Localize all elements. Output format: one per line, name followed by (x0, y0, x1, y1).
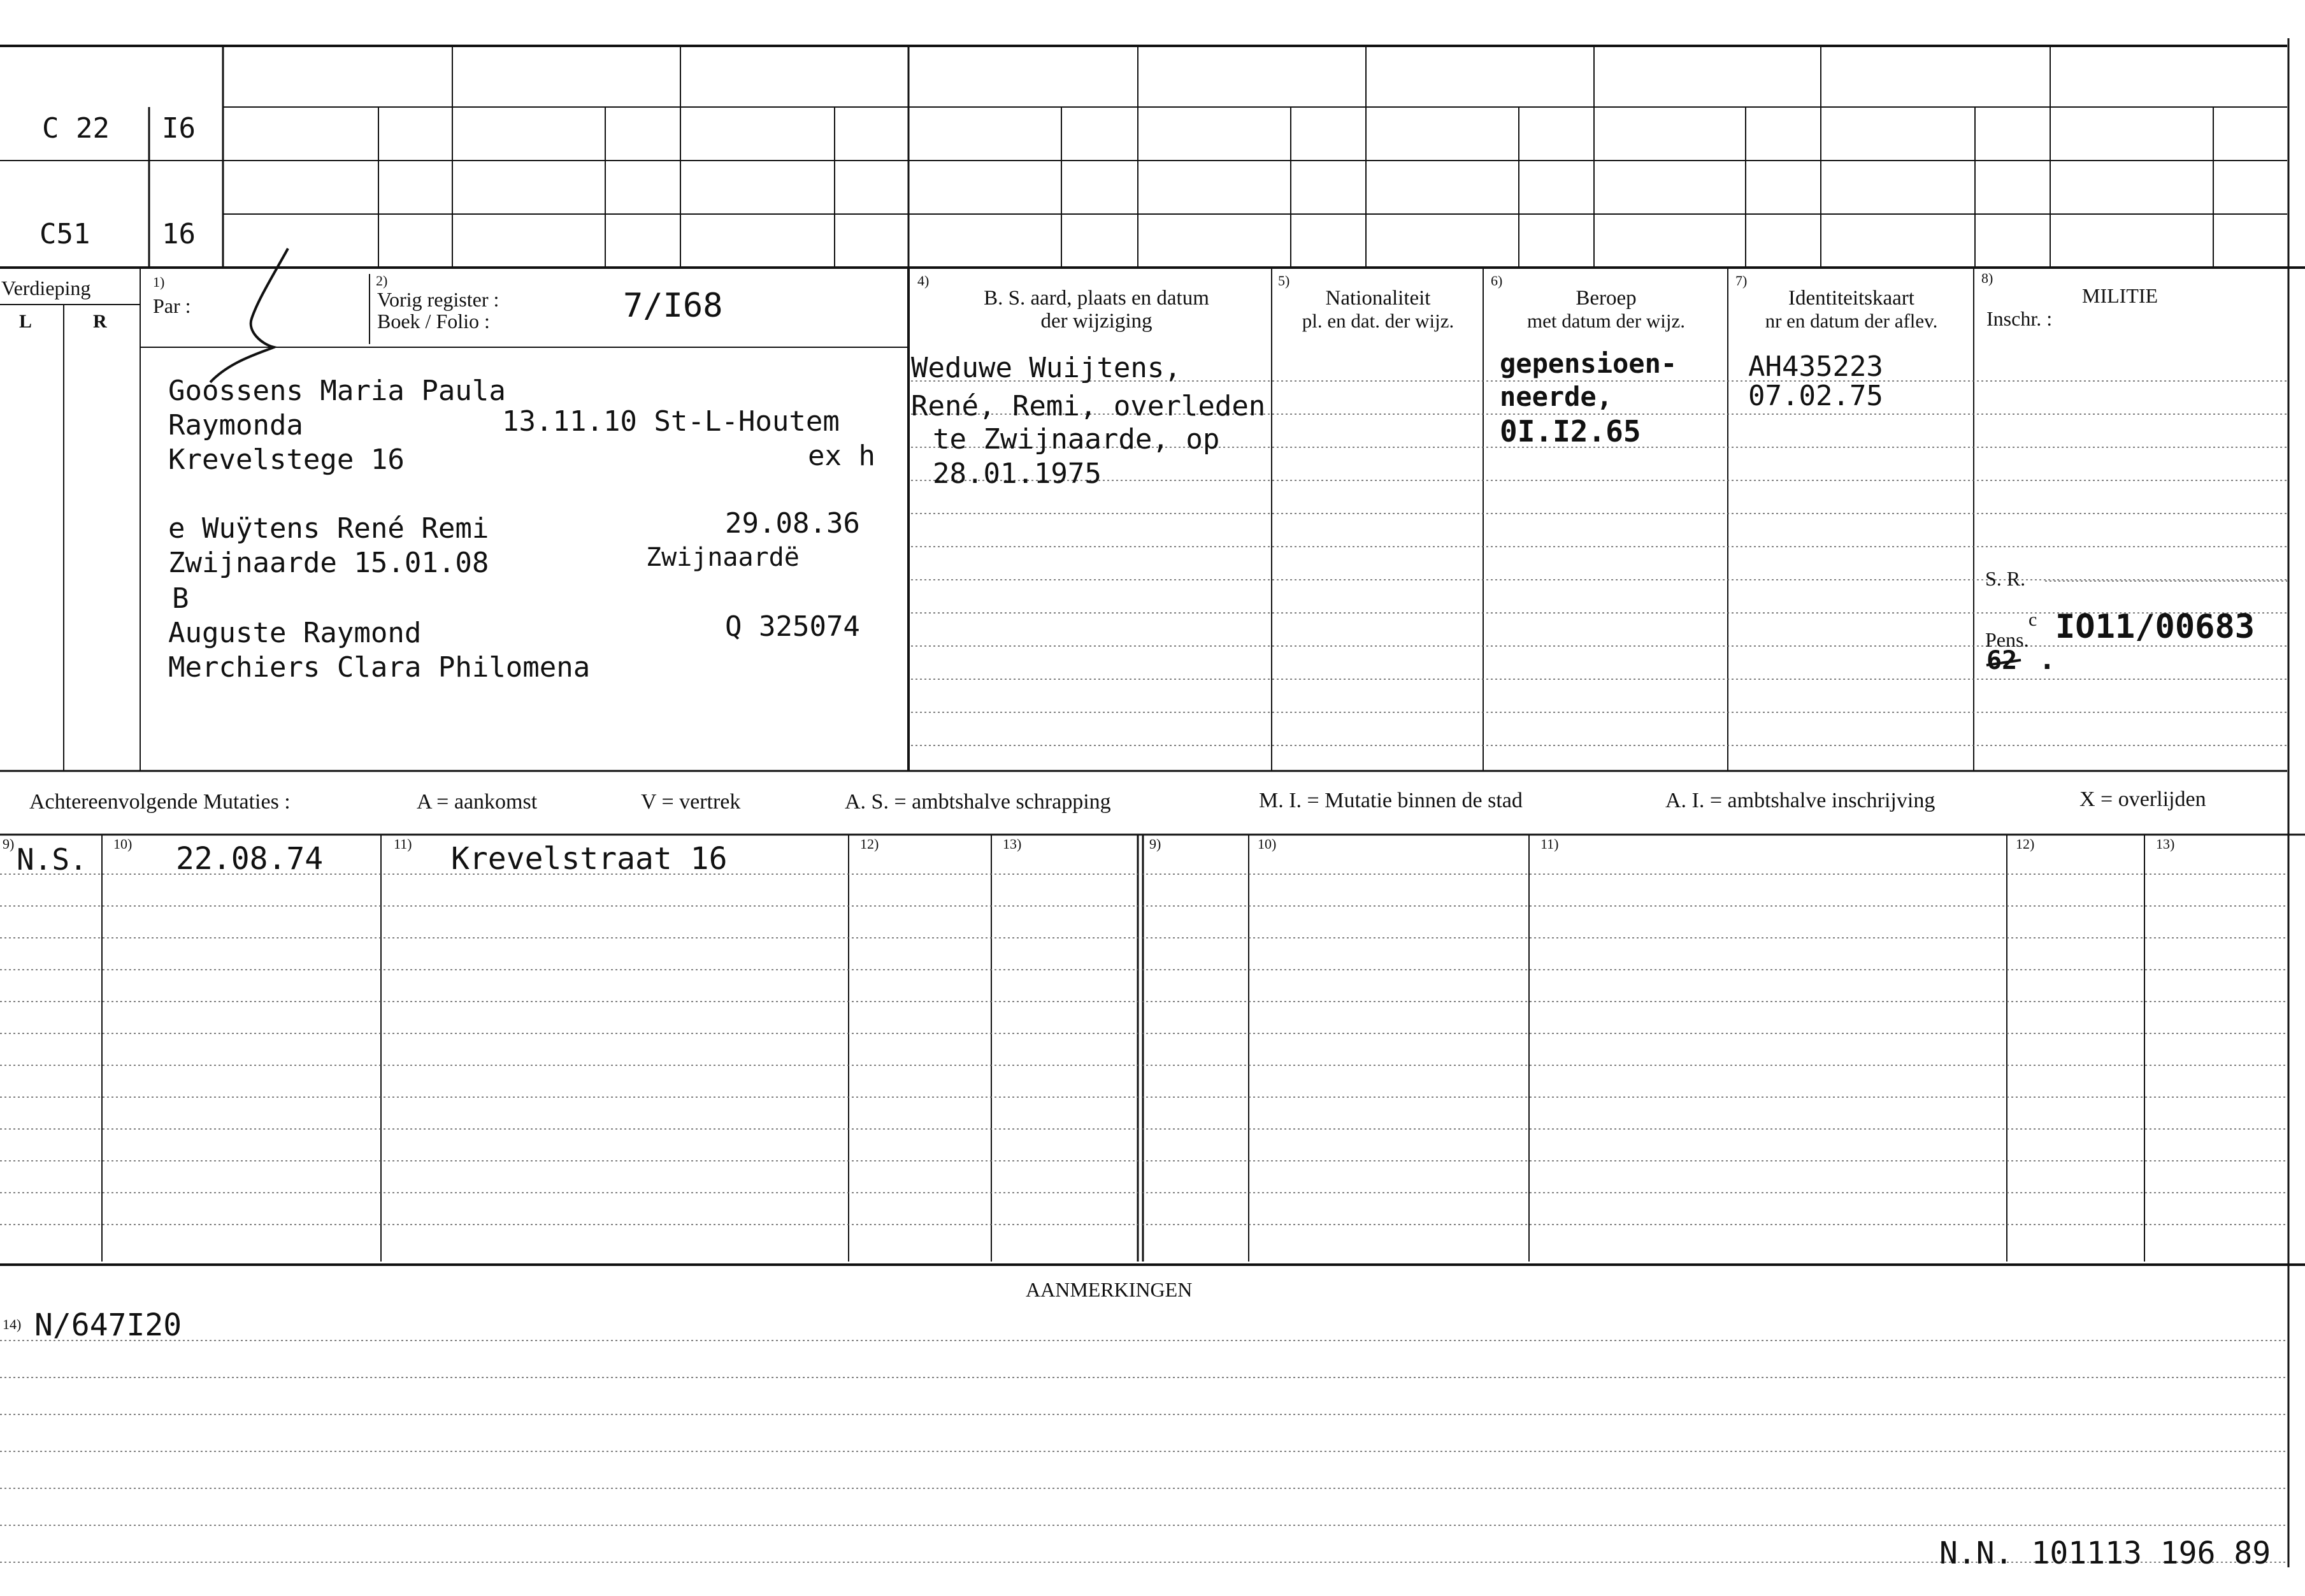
legend-ambtshalve-schrapping: A. S. = ambtshalve schrapping (845, 790, 1111, 814)
boek-folio-label: Boek / Folio : (377, 310, 490, 333)
legend-overlijden: X = overlijden (2079, 787, 2206, 811)
bs-line-1: Weduwe Wuijtens, (911, 352, 1181, 384)
address: Krevelstege 16 (168, 443, 405, 476)
beroep-subheader: met datum der wijz. (1527, 310, 1685, 332)
mut-col-11-right: 11) (1540, 836, 1559, 852)
reference-number: Q 325074 (725, 610, 860, 643)
mut-col-12-right: 12) (2016, 836, 2035, 852)
verdieping-label: Verdieping (1, 277, 91, 299)
mutation-type: N.S. (17, 842, 87, 877)
beroep-header: Beroep (1576, 287, 1637, 310)
field-number-1: 1) (153, 274, 165, 290)
field-number-7: 7) (1735, 273, 1748, 289)
field-number-4: 4) (917, 273, 930, 289)
pens-label: Pens. (1985, 628, 2029, 651)
mutation-date: 22.08.74 (176, 841, 324, 877)
marriage-date: 29.08.36 (725, 507, 860, 540)
bs-line-4: 28.01.1975 (933, 457, 1102, 490)
legend-aankomst: A = aankomst (417, 790, 538, 814)
vorig-register-label: Vorig register : (377, 288, 499, 311)
mother-name: Merchiers Clara Philomena (168, 651, 591, 684)
mutation-address: Krevelstraat 16 (451, 841, 728, 877)
marker-b: B (172, 582, 189, 615)
identiteitskaart-subheader: nr en datum der aflev. (1765, 310, 1938, 332)
nationaliteit-subheader: pl. en dat. der wijz. (1302, 310, 1454, 332)
person-name-cont: Raymonda (168, 409, 303, 442)
spouse-name: e Wuÿtens René Remi (168, 512, 489, 545)
register-value: 7/I68 (623, 287, 723, 325)
national-number: N.N. 101113 196 89 (1939, 1535, 2271, 1571)
mutaties-title: Achtereenvolgende Mutaties : (29, 790, 291, 814)
field-number-2: 2) (376, 273, 388, 289)
spouse-birth: Zwijnaarde 15.01.08 (168, 547, 489, 579)
identiteitskaart-header: Identiteitskaart (1788, 287, 1914, 310)
aanmerkingen-value: N/647I20 (34, 1307, 182, 1343)
mut-col-10-left: 10) (113, 836, 133, 852)
pens-c-label: c (2029, 609, 2037, 630)
field-number-8: 8) (1981, 270, 1993, 286)
beroep-date: 0I.I2.65 (1500, 414, 1641, 449)
nationaliteit-header: Nationaliteit (1325, 287, 1431, 310)
bs-line-2: René, Remi, overleden (911, 390, 1266, 422)
field-number-14: 14) (3, 1316, 22, 1332)
top-row2-number: 16 (162, 218, 196, 250)
floor-left-label: L (19, 311, 32, 332)
bs-header-line2: der wijziging (1040, 310, 1152, 333)
legend-mutatie-binnen-stad: M. I. = Mutatie binnen de stad (1259, 789, 1523, 812)
birth-date-place: 13.11.10 St-L-Houtem (502, 405, 840, 438)
field-number-6: 6) (1491, 273, 1503, 289)
struck-number: 62 (1986, 646, 2018, 675)
beroep-line-2: neerde, (1500, 381, 1613, 412)
top-row1-number: I6 (162, 112, 196, 145)
mut-col-9-right: 9) (1149, 836, 1161, 852)
mut-col-13-right: 13) (2156, 836, 2175, 852)
aanmerkingen-title: AANMERKINGEN (1026, 1278, 1193, 1301)
top-row1-code: C 22 (42, 112, 110, 145)
beroep-line-1: gepensioen- (1500, 348, 1677, 379)
par-label: Par : (153, 294, 191, 317)
sr-label: S. R. (1985, 567, 2026, 590)
marriage-place: Zwijnaardë (646, 543, 800, 572)
floor-right-label: R (93, 311, 107, 332)
id-card-date: 07.02.75 (1748, 380, 1883, 412)
legend-ambtshalve-inschrijving: A. I. = ambtshalve inschrijving (1665, 789, 1935, 812)
mut-col-11-left: 11) (394, 836, 412, 852)
mut-col-10-right: 10) (1258, 836, 1277, 852)
person-name: Goossens Maria Paula (168, 375, 506, 407)
militie-header: MILITIE (2082, 284, 2158, 307)
mut-col-13-left: 13) (1003, 836, 1022, 852)
bs-header-line1: B. S. aard, plaats en datum (984, 287, 1209, 310)
top-row2-code: C51 (39, 218, 90, 250)
mut-col-9-left: 9) (3, 836, 15, 852)
id-card-number: AH435223 (1748, 350, 1883, 383)
bs-line-3: te Zwijnaarde, op (933, 423, 1220, 456)
field-number-5: 5) (1278, 273, 1290, 289)
relation-mark: ex h (808, 440, 875, 472)
inschrijving-label: Inschr. : (1986, 307, 2053, 330)
father-name: Auguste Raymond (168, 617, 422, 649)
pension-number: IO11/00683 (2055, 608, 2255, 646)
mut-col-12-left: 12) (860, 836, 879, 852)
legend-vertrek: V = vertrek (641, 790, 741, 814)
trailing-dot: . (2039, 643, 2056, 676)
